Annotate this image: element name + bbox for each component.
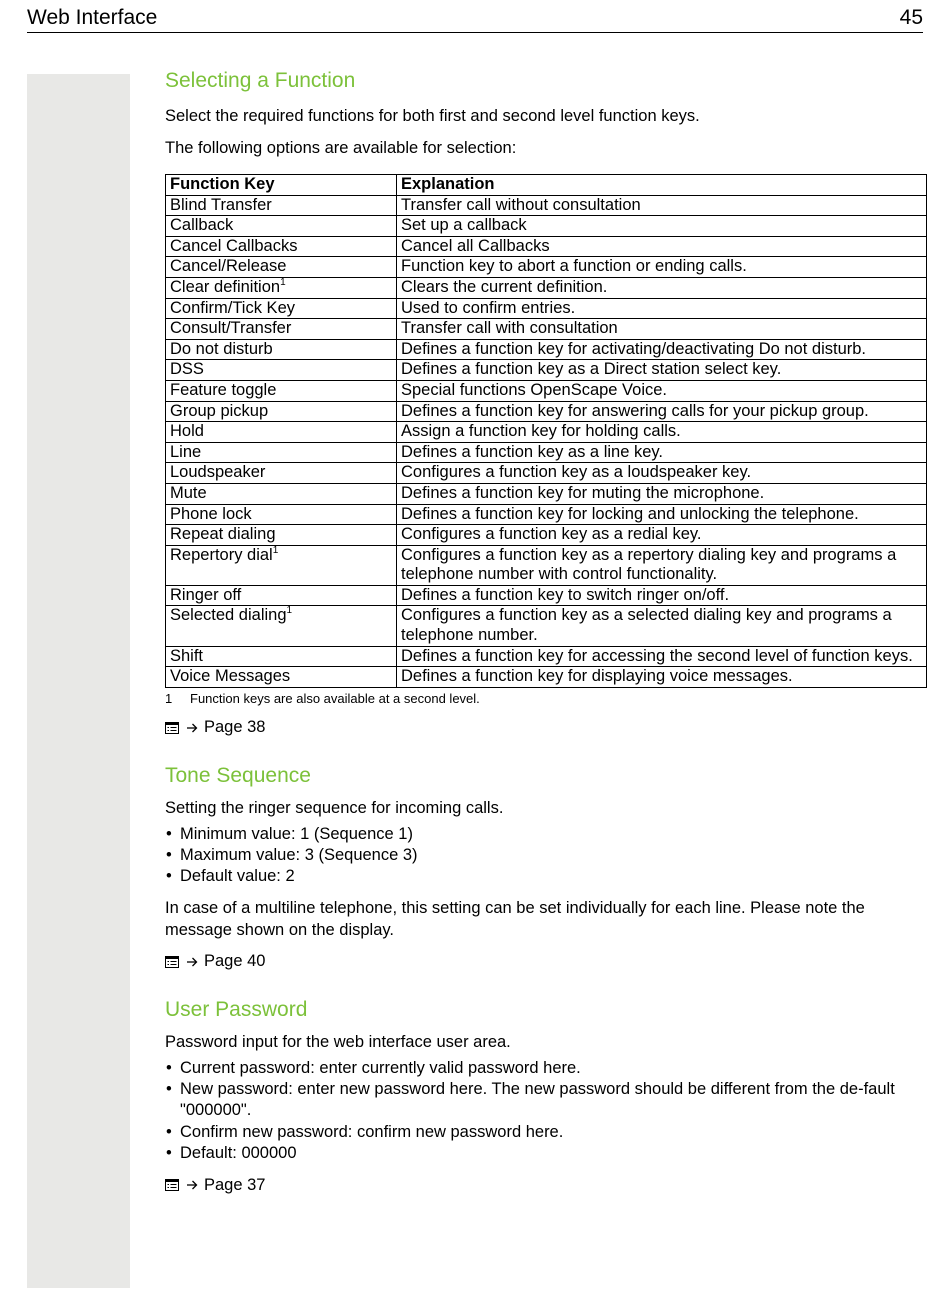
table-row: [166, 360, 927, 381]
function-key-name: Blind Transfer: [170, 195, 272, 214]
function-key-name: Loudspeaker: [170, 463, 266, 482]
table-row: [166, 401, 927, 422]
section-user-password: [165, 995, 927, 1196]
function-key-name: Mute: [170, 483, 207, 502]
table-row: [166, 545, 927, 585]
section-note: In case of a multiline telephone, this setting can be set individually for each line. Please note the message shown on the display.: [165, 898, 865, 939]
function-key-cell: [166, 236, 397, 257]
list-item: • Minimum value: 1 (Sequence 1): [165, 824, 927, 845]
function-key-name: Ringer off: [170, 585, 242, 604]
page-reference-text: Page 40: [204, 952, 266, 971]
list-item: • Confirm new password: confirm new password here.: [165, 1122, 927, 1143]
footnote-text: Function keys are also available at a second level.: [190, 690, 480, 706]
function-key-name: Do not disturb: [170, 339, 273, 358]
table-row: [166, 442, 927, 463]
bullet-list: [165, 824, 927, 888]
function-key-name: Shift: [170, 646, 204, 665]
function-key-name: Repeat dialing: [170, 525, 276, 544]
section-intro: Setting the ringer sequence for incoming calls.: [165, 798, 504, 817]
table-row: [166, 504, 927, 525]
table-row: [166, 422, 927, 443]
explanation-cell: Defines a function key for answering calls for your pickup group.: [397, 401, 927, 422]
bullet-list: [165, 1058, 927, 1164]
right-arrow-icon: [186, 722, 198, 734]
function-key-name: Feature toggle: [170, 380, 277, 399]
explanation-cell: Special functions OpenScape Voice.: [397, 380, 927, 401]
table-row: [166, 236, 927, 257]
main-content: [165, 66, 927, 1196]
table-row: [166, 216, 927, 237]
table-row: [166, 606, 927, 646]
function-key-name: DSS: [170, 360, 204, 379]
function-key-cell: [166, 339, 397, 360]
function-key-cell: [166, 585, 397, 606]
section-heading: Selecting a Function: [165, 69, 356, 92]
function-key-cell: [166, 442, 397, 463]
table-row: [166, 257, 927, 278]
function-key-cell: [166, 380, 397, 401]
function-key-table: [165, 174, 927, 688]
function-key-cell: [166, 422, 397, 443]
footnote: [165, 691, 927, 707]
explanation-cell: Cancel all Callbacks: [397, 236, 927, 257]
function-key-name: Group pickup: [170, 401, 269, 420]
explanation-cell: Defines a function key for displaying voice messages.: [397, 667, 927, 688]
function-key-name: Confirm/Tick Key: [170, 298, 295, 317]
section-heading: User Password: [165, 997, 308, 1021]
function-key-cell: [166, 525, 397, 546]
table-row: [166, 339, 927, 360]
function-key-cell: [166, 195, 397, 216]
table-row: [166, 380, 927, 401]
function-key-cell: [166, 319, 397, 340]
function-key-name: Cancel Callbacks: [170, 236, 298, 255]
page-reference[interactable]: [165, 717, 927, 739]
explanation-cell: Clears the current definition.: [397, 277, 927, 298]
column-header-function-key: Function Key: [166, 175, 397, 196]
function-key-cell: [166, 483, 397, 504]
menu-list-icon: [165, 722, 179, 734]
footnote-marker: 1: [286, 605, 293, 617]
explanation-cell: Assign a function key for holding calls.: [397, 422, 927, 443]
explanation-cell: Defines a function key for muting the microphone.: [397, 483, 927, 504]
footnote-number: 1: [165, 690, 173, 706]
table-row: [166, 646, 927, 667]
explanation-cell: Defines a function key for activating/deactivating Do not disturb.: [397, 339, 927, 360]
menu-list-icon: [165, 1179, 179, 1191]
function-key-name: Phone lock: [170, 504, 252, 523]
function-key-cell: [166, 216, 397, 237]
function-key-cell: [166, 277, 397, 298]
footnote-marker: 1: [272, 544, 279, 556]
function-key-cell: [166, 545, 397, 585]
table-row: [166, 195, 927, 216]
function-key-name: Repertory dial: [170, 545, 273, 564]
section-intro: Select the required functions for both first and second level function keys.: [165, 107, 700, 125]
list-item: • Maximum value: 3 (Sequence 3): [165, 845, 927, 866]
function-key-cell: [166, 463, 397, 484]
table-row: [166, 525, 927, 546]
sidebar-bar: [27, 74, 130, 1288]
function-key-name: Consult/Transfer: [170, 319, 292, 338]
explanation-cell: Transfer call without consultation: [397, 195, 927, 216]
section-heading: Tone Sequence: [165, 763, 311, 787]
page-reference-text: Page 38: [204, 718, 266, 737]
explanation-cell: Function key to abort a function or ending calls.: [397, 257, 927, 278]
right-arrow-icon: [186, 956, 198, 968]
right-arrow-icon: [186, 1179, 198, 1191]
function-key-cell: [166, 606, 397, 646]
footnote-marker: 1: [280, 276, 286, 288]
explanation-cell: Defines a function key as a line key.: [397, 442, 927, 463]
page-reference[interactable]: [165, 951, 927, 973]
explanation-cell: Defines a function key for accessing the second level of function keys.: [397, 646, 927, 667]
explanation-cell: Configures a function key as a redial key.: [397, 525, 927, 546]
explanation-cell: Configures a function key as a selected dialing key and programs a telephone number.: [397, 606, 927, 646]
page-number: 45: [899, 6, 923, 29]
table-header-row: [166, 175, 927, 196]
page-reference[interactable]: [165, 1174, 927, 1196]
list-item: • Current password: enter currently valid password here.: [165, 1058, 927, 1079]
table-row: [166, 298, 927, 319]
explanation-cell: Defines a function key as a Direct station select key.: [397, 360, 927, 381]
function-key-cell: [166, 298, 397, 319]
section-tone-sequence: [165, 761, 927, 973]
table-row: [166, 483, 927, 504]
table-row: [166, 277, 927, 298]
page-header: [27, 4, 923, 33]
explanation-cell: Configures a function key as a loudspeaker key.: [397, 463, 927, 484]
function-key-cell: [166, 257, 397, 278]
function-key-name: Line: [170, 442, 202, 461]
function-key-name: Cancel/Release: [170, 257, 287, 276]
function-key-cell: [166, 667, 397, 688]
explanation-cell: Used to confirm entries.: [397, 298, 927, 319]
table-row: [166, 319, 927, 340]
table-row: [166, 667, 927, 688]
function-key-name: Callback: [170, 216, 234, 235]
function-key-cell: [166, 360, 397, 381]
column-header-explanation: Explanation: [397, 175, 927, 196]
function-key-name: Clear definition: [170, 277, 281, 296]
list-item: • Default value: 2: [165, 866, 927, 887]
section-intro: Password input for the web interface user area.: [165, 1032, 511, 1051]
page-reference-text: Page 37: [204, 1175, 266, 1194]
section-selecting-function: [165, 66, 927, 739]
function-key-cell: [166, 646, 397, 667]
function-key-name: Hold: [170, 422, 204, 441]
menu-list-icon: [165, 956, 179, 968]
section-intro-options: The following options are available for selection:: [165, 139, 517, 157]
explanation-cell: Configures a function key as a repertory dialing key and programs a telephone number with control functionality.: [397, 545, 927, 585]
function-key-name: Selected dialing: [170, 606, 287, 625]
function-key-cell: [166, 401, 397, 422]
table-row: [166, 463, 927, 484]
function-key-name: Voice Messages: [170, 667, 291, 686]
function-key-cell: [166, 504, 397, 525]
explanation-cell: Set up a callback: [397, 216, 927, 237]
explanation-cell: Defines a function key for locking and unlocking the telephone.: [397, 504, 927, 525]
explanation-cell: Transfer call with consultation: [397, 319, 927, 340]
list-item: • New password: enter new password here. The new password should be different from the de-fault "000000".: [165, 1079, 927, 1122]
header-title: Web Interface: [27, 6, 158, 29]
list-item: • Default: 000000: [165, 1143, 927, 1164]
explanation-cell: Defines a function key to switch ringer on/off.: [397, 585, 927, 606]
table-row: [166, 585, 927, 606]
